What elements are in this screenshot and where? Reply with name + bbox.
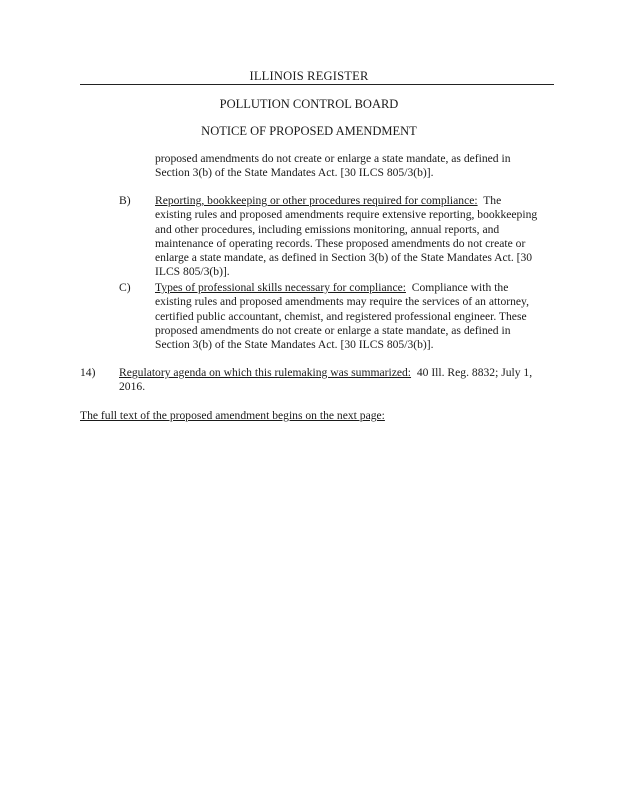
item-14-line-2: 2016. [119,380,146,394]
item-b-paragraph [155,194,537,280]
item-c-line-2: existing rules and proposed amendments may require the services of an attorney, [155,295,529,309]
item-b-first-line-tail: The [483,194,502,207]
item-14-paragraph [119,366,532,395]
item-c-paragraph [155,281,529,352]
item-b-first-line [155,194,537,208]
item-b-line-6: ILCS 805/3(b)]. [155,265,230,279]
item-c-heading: Types of professional skills necessary for compliance: [155,281,406,294]
continuation-line-2: Section 3(b) of the State Mandates Act. [30 ILCS 805/3(b)]. [155,166,434,180]
item-c-label: C) [119,281,131,294]
closing-statement: The full text of the proposed amendment begins on the next page: [80,409,385,422]
item-14-first-line-tail: 40 Ill. Reg. 8832; July 1, [416,366,533,379]
item-14-first-line [119,366,532,380]
continuation-line-1: proposed amendments do not create or enlarge a state mandate, as defined in [155,152,511,165]
item-14-label: 14) [80,366,96,379]
item-b-line-5: enlarge a state mandate, as defined in Section 3(b) of the State Mandates Act. [30 [155,251,533,265]
item-b-line-2: existing rules and proposed amendments require extensive reporting, bookkeeping [155,208,538,222]
item-14-heading: Regulatory agenda on which this rulemaking was summarized: [119,366,412,379]
item-b-label: B) [119,194,131,207]
header-rule [80,84,554,85]
continuation-paragraph [155,152,511,181]
item-c-line-4: proposed amendments do not create or enlarge a state mandate, as defined in [155,323,511,337]
item-c-first-line-tail: Compliance with the [411,281,509,294]
item-c-line-5: Section 3(b) of the State Mandates Act. [30 ILCS 805/3(b)]. [155,338,434,352]
item-b-line-4: maintenance of operating records. These proposed amendments do not create or [155,236,526,250]
board-title: POLLUTION CONTROL BOARD [219,97,399,111]
register-title: ILLINOIS REGISTER [249,69,369,83]
item-b-line-3: and other procedures, including emissions monitoring, annual reports, and [155,222,500,236]
item-c-first-line [155,281,529,295]
item-b-heading: Reporting, bookkeeping or other procedures required for compliance: [155,194,478,207]
item-c-line-3: certified public accountant, chemist, and registered professional engineer. These [155,309,527,323]
notice-title: NOTICE OF PROPOSED AMENDMENT [201,124,417,138]
